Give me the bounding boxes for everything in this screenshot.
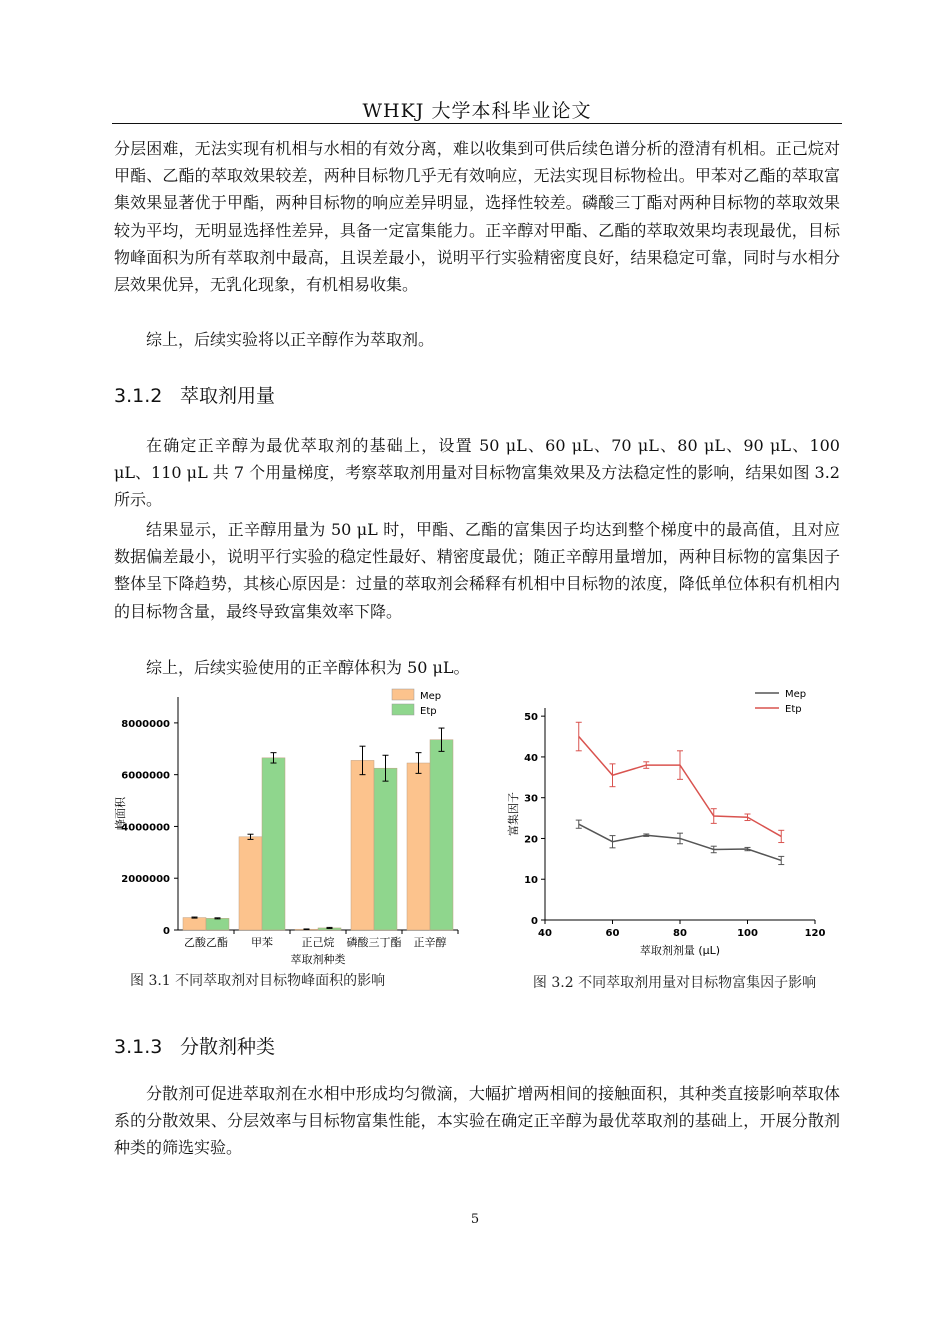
bar-mep (239, 837, 262, 930)
legend-label: Mep (420, 691, 442, 702)
legend-label: Etp (420, 706, 437, 717)
x-tick-label: 100 (737, 928, 758, 939)
section-title: 分散剂种类 (180, 1036, 276, 1058)
x-tick-label: 80 (673, 928, 687, 939)
legend-swatch-etp (392, 704, 414, 715)
x-tick-label: 甲苯 (251, 936, 273, 949)
paragraph-4: 结果显示，正辛醇用量为 50 μL 时，甲酯、乙酯的富集因子均达到整个梯度中的最高值，且对应数据偏差最小，说明平行实验的稳定性最好、精密度最优；随正辛醇用量增加，两种目标物的富集因子整体呈下降趋势，其核心原因是：过量的萃取剂会稀释有机相中目标物的浓度，降低单位体积有机相内的目标物含量，最终导致富集效率下降。 (114, 520, 840, 621)
y-axis-label: 富集因子 (507, 792, 520, 836)
bar-mep (407, 763, 430, 930)
page-header: WHKJ 大学本科毕业论文 (362, 100, 592, 122)
bar-etp (206, 918, 229, 930)
bar-mep (351, 760, 374, 930)
section-title: 萃取剂用量 (180, 385, 276, 407)
bar-mep (183, 918, 206, 930)
page-number: 5 (470, 1212, 480, 1227)
x-tick-label: 120 (804, 928, 826, 939)
y-tick-label: 50 (524, 712, 538, 724)
bar-etp (262, 758, 285, 930)
header-rule (112, 123, 842, 124)
y-tick-label: 0 (531, 916, 538, 927)
bar-etp (430, 740, 453, 930)
paragraph-5: 综上，后续实验使用的正辛醇体积为 50 μL。 (146, 658, 470, 677)
paragraph-3: 在确定正辛醇为最优萃取剂的基础上，设置 50 μL、60 μL、70 μL、80 μL、90 μL、100 μL、110 μL 共 7 个用量梯度，考察萃取剂用量对目标物富集效果及方法稳定性的影响，结果如图 3.2 所示。 (114, 436, 840, 510)
legend-label: Etp (785, 704, 802, 715)
y-tick-label: 40 (524, 752, 538, 764)
section-heading-3-1-2 (114, 381, 275, 408)
x-tick-label: 乙酸乙酯 (184, 936, 228, 949)
figure-caption-3-1: 图 3.1 不同萃取剂对目标物峰面积的影响 (130, 973, 386, 989)
x-axis-label: 萃取剂剂量 (μL) (639, 944, 721, 957)
section-heading-3-1-3 (114, 1032, 275, 1059)
bar-chart-peak-area (100, 685, 470, 970)
x-tick-label: 正己烷 (301, 936, 335, 949)
y-tick-label: 30 (524, 793, 538, 805)
y-tick-label: 6000000 (121, 770, 170, 782)
x-tick-label: 40 (538, 928, 552, 939)
y-tick-label: 10 (524, 875, 538, 887)
section-number: 3.1.3 (114, 1036, 163, 1058)
figure-caption-3-2: 图 3.2 不同萃取剂用量对目标物富集因子影响 (532, 975, 817, 991)
paragraph-1: 分层困难，无法实现有机相与水相的有效分离，难以收集到可供后续色谱分析的澄清有机相。正己烷对甲酯、乙酯的萃取效果较差，两种目标物几乎无有效响应，无法实现目标物检出。甲苯对乙酯的萃取富集效果显著优于甲酯，两种目标物的响应差异明显，选择性较差。磷酸三丁酯对两种目标物的萃取效果较为平均，无明显选择性差异，具备一定富集能力。正辛醇对甲酯、乙酯的萃取效果均表现最优，目标物峰面积为所有萃取剂中最高，且误差最小，说明平行实验精密度良好，结果稳定可靠，同时与水相分层效果优异，无乳化现象，有机相易收集。 (114, 139, 840, 295)
bar-etp (374, 768, 397, 930)
section-number: 3.1.2 (114, 385, 163, 407)
legend-swatch-mep (392, 689, 414, 700)
line-chart-enrichment-factor (500, 680, 840, 970)
x-axis-label: 萃取剂种类 (290, 953, 346, 966)
x-tick-label: 磷酸三丁酯 (346, 936, 402, 949)
y-tick-label: 8000000 (121, 718, 170, 730)
legend-label: Mep (785, 689, 807, 700)
paragraph-6: 分散剂可促进萃取剂在水相中形成均匀微滴，大幅扩增两相间的接触面积，其种类直接影响萃取体系的分散效果、分层效率与目标物富集性能，本实验在确定正辛醇为最优萃取剂的基础上，开展分散剂种类的筛选实验。 (114, 1084, 840, 1158)
y-tick-label: 20 (524, 834, 538, 846)
x-tick-label: 60 (605, 928, 620, 939)
paragraph-2: 综上，后续实验将以正辛醇作为萃取剂。 (146, 330, 435, 349)
x-tick-label: 正辛醇 (413, 936, 447, 949)
y-tick-label: 2000000 (121, 874, 170, 886)
y-axis-label: 峰面积 (114, 797, 127, 830)
y-tick-label: 4000000 (121, 822, 170, 834)
y-tick-label: 0 (163, 926, 170, 937)
